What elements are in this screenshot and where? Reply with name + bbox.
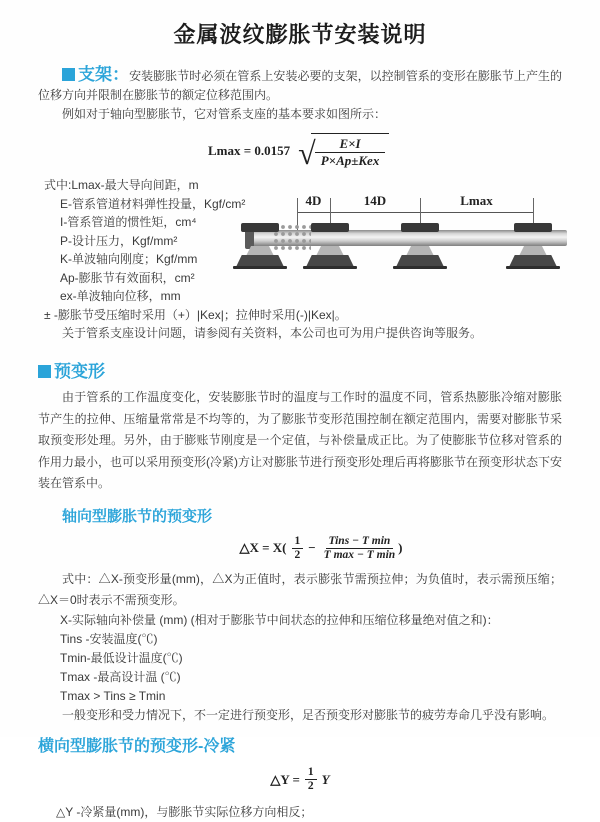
axial-definition: Tmin-最低设计温度(℃) — [60, 650, 183, 665]
axial-definition: Tmax -最高设计温 (℃) — [60, 669, 181, 684]
fraction-numerator: 1 — [305, 766, 317, 780]
support-note: 关于管系支座设计问题，请参阅有关资料，本公司也可为用户提供咨询等服务。 — [62, 326, 483, 340]
support-definition: K-单波轴向刚度；Kgf/mm — [60, 252, 198, 266]
axial-explain-paragraph: 式中：△X-预变形量(mm)，△X为正值时，表示膨张节需预拉伸；为负值时，表示需预压缩；△X＝0时表示不需预变形。 — [38, 571, 562, 607]
support-saddle — [519, 246, 547, 256]
axial-definition: Tmax > Tins ≥ Tmin — [60, 688, 166, 703]
support-definition: E-管系管道材料弹性投量，Kgf/cm² — [60, 196, 246, 211]
predeform-section-heading — [38, 357, 562, 382]
formula-lateral-rhs: Y — [321, 771, 330, 787]
axial-definition: X-实际轴向补偿量 (mm) (相对于膨胀节中间状态的拉伸和压缩位移量绝对值之和)： — [60, 612, 499, 627]
pipe-support-diagram — [245, 188, 577, 288]
radical-sign-icon: √ — [298, 135, 316, 171]
predeform-heading-label: 预变形 — [54, 362, 105, 381]
support-clamp — [514, 223, 552, 232]
fraction-denominator: 2 — [294, 548, 301, 561]
axial-subsection-heading: 轴向型膨胀节的预变形 — [62, 507, 213, 525]
axial-note: 一般变形和受力情况下，不一定进行预变形，足否预变形对膨胀节的疲劳寿命几乎没有影响。 — [62, 707, 555, 722]
formula-axial-lhs: △X = X( — [239, 540, 287, 556]
axial-definition: Tins -安装温度(℃) — [60, 631, 158, 646]
one-half-fraction — [305, 766, 317, 793]
fraction-numerator: Tins − T min — [326, 535, 394, 549]
support-plate — [233, 266, 287, 269]
support-definition: I-管系管道的惯性矩，cm⁴ — [60, 215, 197, 229]
fraction-denominator: T max − T min — [323, 548, 396, 561]
fraction-numerator: 1 — [292, 535, 304, 549]
support-example-line: 例如对于轴向型膨胀节，它对管系支座的基本要求如图所示： — [62, 107, 387, 121]
support-clamp — [311, 223, 349, 232]
support-saddle — [406, 246, 434, 256]
support-section-heading — [62, 65, 129, 84]
lateral-subsection-heading: 横向型膨胀节的预变形-冷紧 — [38, 737, 236, 755]
support-clamp — [401, 223, 439, 232]
pipe-support — [509, 223, 557, 271]
support-plate — [303, 266, 357, 269]
lateral-note: △Y -冷紧量(mm)，与膨胀节实际位移方向相反； — [56, 805, 313, 820]
section-marker-icon — [38, 365, 51, 378]
radicand-fraction — [311, 133, 390, 169]
support-saddle — [246, 246, 274, 256]
formula-axial-rhs: ) — [398, 540, 403, 556]
support-clamp — [241, 223, 279, 232]
minus-sign: − — [308, 540, 316, 556]
formula-lmax-denominator: P×Ap±Kex — [320, 153, 380, 168]
formula-lateral-coldpull — [38, 766, 562, 793]
formula-axial-predeform — [38, 535, 562, 562]
formula-lmax-numerator: E×I — [315, 136, 386, 153]
temperature-fraction — [321, 535, 399, 562]
dimension-label-14d: 14D — [363, 193, 387, 208]
pipe-support — [236, 223, 284, 271]
fraction-denominator: 2 — [307, 780, 314, 793]
support-saddle — [316, 246, 344, 256]
formula-lmax-lhs: Lmax = 0.0157 — [208, 143, 291, 158]
pipe-support — [306, 223, 354, 271]
formula-lateral-lhs: △Y = — [270, 771, 300, 787]
predeform-paragraph: 由于管系的工作温度变化，安装膨胀节时的温度与工作时的温度不同，管系热膨胀冷缩对膨胀节产生的拉伸、压缩量常常是不均等的，为了膨胀节变形范围控制在额定范围内，需要对膨胀节采取预变形处理。另外，由于膨账节刚度是一个定值，与补偿量成正比。为了使膨胀节位移对管系的作用力最小，也可以采用预变形(冷紧)方让对膨胀节进行预变形处理后再将膨胀节在预变形状态下安装在管系中。 — [38, 390, 562, 490]
support-definition: Ap-膨胀节有效面积，cm² — [60, 270, 195, 285]
section-marker-icon — [62, 68, 75, 81]
dimension-line — [297, 212, 534, 213]
support-intro-text: 安装膨胀节时必须在管系上安装必要的支架，以控制管系的变形在膨胀节上产生的位移方向并限制在膨胀节的额定位移范围内。 — [38, 69, 562, 102]
radical-expression — [298, 133, 389, 169]
one-half-fraction — [292, 535, 304, 562]
support-plate — [393, 266, 447, 269]
pipe-support — [396, 223, 444, 271]
dimension-label-4d: 4D — [305, 193, 322, 208]
support-definition: P-设计压力，Kgf/mm² — [60, 233, 178, 248]
support-definition: ± -膨胀节受压缩时采用（+）|Kex|；拉伸时采用(-)|Kex|。 — [44, 307, 347, 322]
page-title: 金属波纹膨胀节安装说明 — [173, 22, 427, 47]
support-definition: ex-单波轴向位移，mm — [60, 289, 181, 303]
support-plate — [506, 266, 560, 269]
support-heading-label: 支架： — [78, 65, 130, 84]
support-intro-paragraph — [38, 65, 562, 105]
support-definition: 式中:Lmax-最大导向间距，m — [44, 178, 199, 192]
formula-lmax — [208, 133, 562, 169]
dimension-label-lmax: Lmax — [460, 193, 493, 208]
